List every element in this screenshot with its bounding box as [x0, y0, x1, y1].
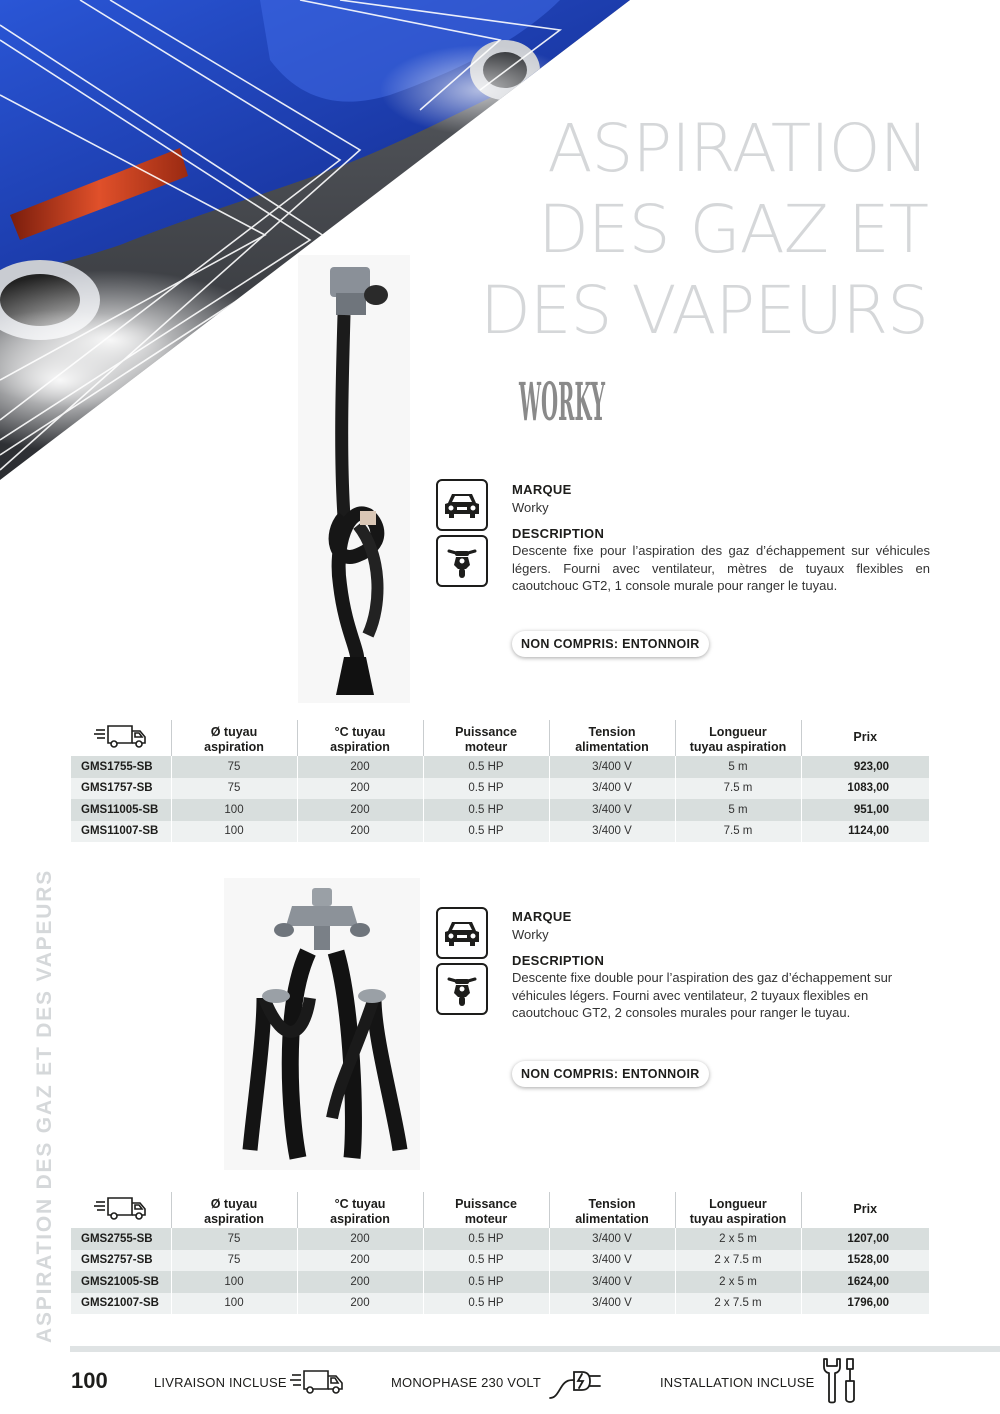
- footer-delivery-text: LIVRAISON INCLUSE: [154, 1375, 287, 1390]
- col-voltage: Tension alimentation: [549, 720, 675, 756]
- product-code: GMS2757-SB: [71, 1250, 171, 1272]
- product-code: GMS11007-SB: [71, 821, 171, 843]
- cell-power: 0.5 HP: [423, 1250, 549, 1272]
- not-included-badge: NON COMPRIS: ENTONNOIR: [512, 631, 709, 657]
- cell-price: 1528,00: [801, 1250, 929, 1272]
- col-voltage: Tension alimentation: [549, 1192, 675, 1228]
- cell-voltage: 3/400 V: [549, 756, 675, 778]
- cell-voltage: 3/400 V: [549, 1250, 675, 1272]
- page-title-line-2: DES GAZ ET: [538, 191, 928, 268]
- table-row: [71, 799, 929, 821]
- col-length: Longueur tuyau aspiration: [675, 1192, 801, 1228]
- cell-voltage: 3/400 V: [549, 1293, 675, 1315]
- brand-value: Worky: [512, 500, 549, 515]
- motorcycle-icon: [436, 535, 488, 587]
- col-diameter: Ø tuyau aspiration: [171, 1192, 297, 1228]
- col-diameter: Ø tuyau aspiration: [171, 720, 297, 756]
- cell-voltage: 3/400 V: [549, 1271, 675, 1293]
- cell-power: 0.5 HP: [423, 821, 549, 843]
- footer: [0, 1360, 1000, 1405]
- cell-length: 2 x 5 m: [675, 1228, 801, 1250]
- cell-price: 923,00: [801, 756, 929, 778]
- car-icon: [436, 479, 488, 531]
- cell-diameter: 100: [171, 1271, 297, 1293]
- cell-length: 5 m: [675, 756, 801, 778]
- cell-length: 2 x 7.5 m: [675, 1250, 801, 1272]
- table-row: [71, 821, 929, 843]
- cell-price: 1207,00: [801, 1228, 929, 1250]
- footer-power-text: MONOPHASE 230 VOLT: [391, 1375, 542, 1390]
- table-row: [71, 756, 929, 778]
- product-2-spec-table: [71, 1192, 929, 1314]
- delivery-truck-icon: [71, 720, 171, 756]
- cell-length: 5 m: [675, 799, 801, 821]
- worky-logo-text: WORKY: [518, 372, 606, 434]
- page-title-line-3: DES VAPEURS: [479, 272, 928, 349]
- footer-divider: [70, 1346, 1000, 1352]
- col-power: Puissance moteur: [423, 1192, 549, 1228]
- table-header-row: [71, 1192, 929, 1228]
- tools-icon: [820, 1357, 860, 1405]
- cell-diameter: 100: [171, 1293, 297, 1315]
- description-label: DESCRIPTION: [512, 953, 605, 968]
- brand-label: MARQUE: [512, 909, 572, 924]
- cell-temperature: 200: [297, 778, 423, 800]
- cell-length: 2 x 7.5 m: [675, 1293, 801, 1315]
- cell-diameter: 100: [171, 821, 297, 843]
- side-section-label: ASPIRATION DES GAZ ET DES VAPEURS: [33, 868, 56, 1343]
- worky-logo: [517, 368, 607, 434]
- power-plug-icon: [548, 1362, 604, 1400]
- delivery-truck-icon: [290, 1368, 346, 1396]
- cell-temperature: 200: [297, 821, 423, 843]
- cell-price: 1083,00: [801, 778, 929, 800]
- cell-voltage: 3/400 V: [549, 1228, 675, 1250]
- description-text: Descente fixe pour l’aspiration des gaz d’échappement sur véhicules légers. Fourni avec ventilateur, mètres de tuyaux flexibles en caoutchouc GT2, 1 console murale pour ranger le tuyau.: [512, 543, 930, 593]
- cell-power: 0.5 HP: [423, 1228, 549, 1250]
- cell-temperature: 200: [297, 799, 423, 821]
- cell-diameter: 100: [171, 799, 297, 821]
- product-2-info: [512, 909, 930, 1022]
- col-power: Puissance moteur: [423, 720, 549, 756]
- col-temperature: °C tuyau aspiration: [297, 1192, 423, 1228]
- brand-value: Worky: [512, 927, 549, 942]
- col-price: Prix: [853, 1202, 878, 1216]
- page-number: 100: [71, 1368, 108, 1393]
- cell-diameter: 75: [171, 778, 297, 800]
- cell-power: 0.5 HP: [423, 1271, 549, 1293]
- car-icon: [436, 907, 488, 959]
- cell-temperature: 200: [297, 756, 423, 778]
- cell-temperature: 200: [297, 1250, 423, 1272]
- product-image-double-hose: [224, 878, 420, 1170]
- cell-length: 2 x 5 m: [675, 1271, 801, 1293]
- product-code: GMS11005-SB: [71, 799, 171, 821]
- brand-label: MARQUE: [512, 482, 572, 497]
- product-1-spec-table: [71, 720, 929, 842]
- cell-power: 0.5 HP: [423, 799, 549, 821]
- cell-voltage: 3/400 V: [549, 821, 675, 843]
- table-row: [71, 778, 929, 800]
- col-temperature: °C tuyau aspiration: [297, 720, 423, 756]
- cell-length: 7.5 m: [675, 778, 801, 800]
- product-code: GMS21005-SB: [71, 1271, 171, 1293]
- table-row: [71, 1250, 929, 1272]
- product-code: GMS21007-SB: [71, 1293, 171, 1315]
- motorcycle-icon: [436, 963, 488, 1015]
- cell-price: 1124,00: [801, 821, 929, 843]
- cell-price: 951,00: [801, 799, 929, 821]
- cell-diameter: 75: [171, 756, 297, 778]
- cell-diameter: 75: [171, 1250, 297, 1272]
- cell-power: 0.5 HP: [423, 756, 549, 778]
- cell-voltage: 3/400 V: [549, 778, 675, 800]
- cell-price: 1796,00: [801, 1293, 929, 1315]
- description-text: Descente fixe double pour l’aspiration des gaz d’échappement sur véhicules légers. Fourni avec ventilateur, 2 tuyaux flexibles en caoutchouc GT2, 2 consoles murales pour ranger le tuyau.: [512, 970, 893, 1020]
- delivery-truck-icon: [71, 1192, 171, 1228]
- product-code: GMS1755-SB: [71, 756, 171, 778]
- product-code: GMS2755-SB: [71, 1228, 171, 1250]
- product-code: GMS1757-SB: [71, 778, 171, 800]
- product-1-info: [512, 482, 930, 595]
- cell-temperature: 200: [297, 1271, 423, 1293]
- cell-temperature: 200: [297, 1228, 423, 1250]
- cell-diameter: 75: [171, 1228, 297, 1250]
- description-label: DESCRIPTION: [512, 526, 605, 541]
- page-title-line-1: ASPIRATION: [547, 110, 928, 187]
- page-title: [480, 108, 928, 351]
- col-price: Prix: [853, 730, 878, 744]
- cell-power: 0.5 HP: [423, 1293, 549, 1315]
- cell-temperature: 200: [297, 1293, 423, 1315]
- cell-price: 1624,00: [801, 1271, 929, 1293]
- table-header-row: [71, 720, 929, 756]
- col-length: Longueur tuyau aspiration: [675, 720, 801, 756]
- table-row: [71, 1228, 929, 1250]
- cell-length: 7.5 m: [675, 821, 801, 843]
- table-row: [71, 1293, 929, 1315]
- product-image-single-hose: [298, 255, 410, 703]
- table-row: [71, 1271, 929, 1293]
- cell-voltage: 3/400 V: [549, 799, 675, 821]
- footer-installation-text: INSTALLATION INCLUSE: [660, 1375, 815, 1390]
- cell-power: 0.5 HP: [423, 778, 549, 800]
- not-included-badge: NON COMPRIS: ENTONNOIR: [512, 1061, 709, 1087]
